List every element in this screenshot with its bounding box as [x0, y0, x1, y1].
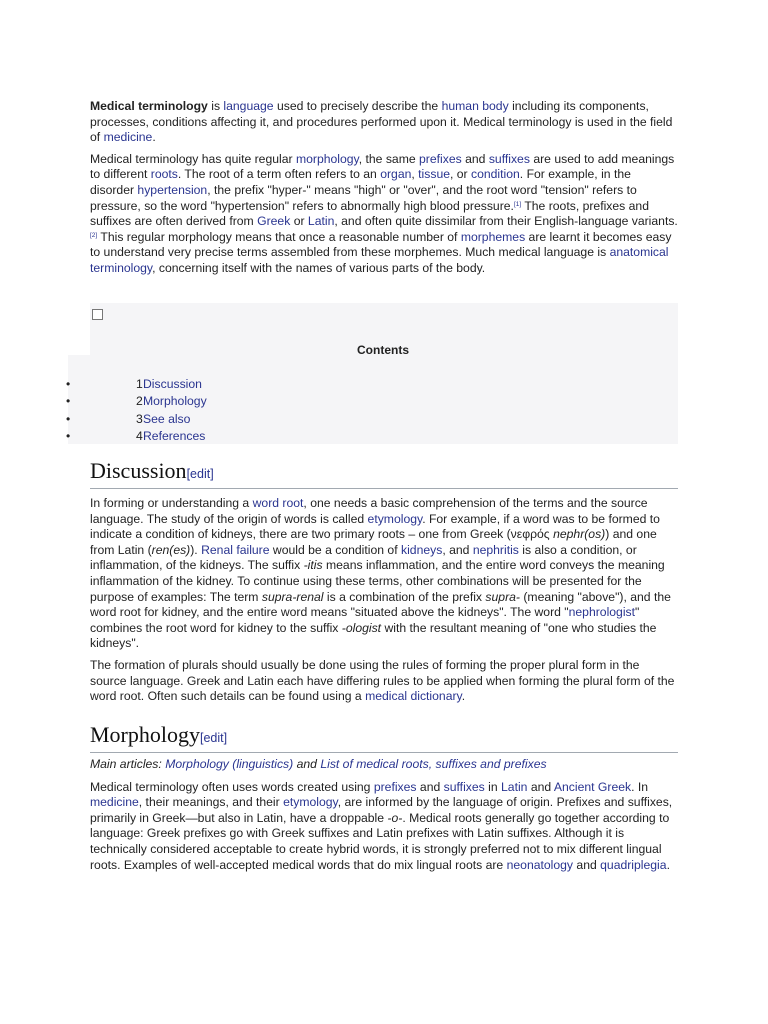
inline-link[interactable]: Latin	[307, 214, 335, 229]
inline-link[interactable]: hypertension	[137, 182, 208, 197]
discussion-paragraph-1	[90, 496, 678, 652]
intro-section	[90, 99, 678, 283]
text-run: -o-	[387, 810, 403, 825]
inline-link[interactable]: nephritis	[472, 542, 519, 557]
discussion-section	[90, 458, 678, 711]
inline-link[interactable]: Latin	[501, 779, 528, 794]
text-run: supra-	[485, 589, 520, 604]
text-run: .	[461, 689, 466, 704]
text-run: Medical terminology often uses words created using	[90, 779, 374, 794]
text-run: ren(es)	[151, 542, 191, 557]
inline-link[interactable]: human body	[441, 99, 509, 113]
inline-link[interactable]: medicine	[90, 795, 139, 810]
text-run: This regular morphology means that once a reasonable number of	[97, 229, 461, 244]
text-run: , concerning itself with the names of various parts of the body.	[152, 260, 486, 275]
text-run: is also a condition, or inflammation, of the kidneys. The suffix	[90, 542, 637, 573]
discussion-heading	[90, 458, 678, 489]
inline-link[interactable]: neonatology	[506, 857, 574, 872]
text-run: ).	[190, 542, 202, 557]
citation-link[interactable]: [1]	[513, 200, 522, 208]
text-run: including its components, processes, conditions affecting it, and procedures performed upon it. Medical terminology is used in the field of	[90, 99, 673, 145]
text-run: , their meanings, and their	[138, 795, 284, 810]
text-run: would be a condition of	[269, 542, 401, 557]
text-run: . For example, if a word was to be formed to indicate a condition of kidneys, there are two primary roots – one from Greek (νεφρός	[90, 511, 660, 542]
inline-link[interactable]: kidneys	[400, 542, 443, 557]
inline-link[interactable]: suffixes	[488, 151, 530, 166]
main-articles-hatnote	[90, 757, 678, 773]
text-run: and	[527, 779, 554, 794]
bullet-icon: •	[66, 411, 71, 426]
text-run: -itis	[303, 558, 323, 573]
inline-link[interactable]: suffixes	[443, 779, 485, 794]
text-run: nephr(os)	[553, 527, 606, 542]
text-run: used to precisely describe the	[273, 99, 442, 113]
morphology-edit-link[interactable]: [edit]	[200, 731, 228, 745]
text-run: ,	[411, 167, 419, 182]
inline-link[interactable]: condition	[471, 167, 520, 182]
inline-link[interactable]: medicine	[103, 130, 153, 145]
toc-item-number: 4	[136, 428, 143, 443]
text-run: (meaning "above"), and the word root for kidney, and the entire word means "situated above the kidneys". The word "	[90, 589, 671, 620]
text-run: are learnt it becomes easy to understand very precise terms assembled from these morphemes. Much medical language is	[90, 229, 672, 260]
text-run: .	[152, 130, 156, 145]
text-run: .	[666, 857, 670, 872]
discussion-heading-text: Discussion	[90, 458, 187, 483]
toc-item-number: 1	[136, 377, 143, 391]
inline-link[interactable]: Renal failure	[201, 542, 270, 557]
text-run: is a combination of the prefix	[323, 589, 486, 604]
toc-link-see-also[interactable]: See also	[143, 411, 191, 426]
text-run: supra-renal	[261, 589, 324, 604]
inline-link[interactable]: List of medical roots, suffixes and prefixes	[320, 757, 547, 771]
text-run: in	[484, 779, 502, 794]
inline-link[interactable]: word root	[252, 496, 304, 510]
text-run: , and often quite dissimilar from their English-language variants.	[334, 214, 678, 229]
inline-link[interactable]: roots	[150, 167, 178, 182]
toc-link-discussion[interactable]: Discussion	[143, 377, 202, 391]
text-run: ) and one from Latin (	[90, 527, 657, 557]
text-run: The roots, prefixes and suffixes are often derived from	[90, 198, 649, 229]
text-run: , and	[442, 542, 473, 557]
intro-paragraph-2	[90, 152, 678, 277]
text-run: and	[293, 757, 321, 771]
bullet-icon: •	[66, 394, 71, 409]
text-run: , are informed by the language of origin. Prefixes and suffixes, primarily in Greek—but also in Latin, have a droppable	[90, 795, 673, 825]
text-run: . The root of a term often refers to an	[177, 167, 381, 182]
morphology-heading-text: Morphology	[90, 722, 200, 747]
inline-link[interactable]: morphology	[295, 151, 359, 166]
toc-link-references[interactable]: References	[143, 428, 206, 443]
inline-link[interactable]: language	[223, 99, 274, 113]
discussion-paragraph-2	[90, 658, 678, 705]
text-run: " combines the root word for kidney to the suffix	[90, 605, 640, 635]
text-run: In forming or understanding a	[90, 496, 253, 510]
text-run: . In	[631, 779, 649, 794]
text-run: and	[573, 857, 601, 872]
toc-toggle-checkbox[interactable]	[92, 309, 103, 320]
inline-link[interactable]: organ	[380, 167, 412, 182]
toc-title: Contents	[357, 343, 409, 357]
bullet-icon: •	[66, 428, 71, 443]
inline-link[interactable]: quadriplegia	[600, 857, 667, 872]
morphology-heading	[90, 722, 678, 753]
inline-link[interactable]: prefixes	[373, 779, 417, 794]
intro-paragraph-1	[90, 99, 678, 146]
text-run: Main articles:	[90, 757, 166, 771]
morphology-section	[90, 722, 678, 879]
text-run: The formation of plurals should usually be done using the rules of forming the proper plural form in the source language. Greek and Latin each have differing rules to be applied when forming the plural form of the word root. Often such details can be found using a	[90, 657, 675, 704]
inline-link[interactable]: tissue	[418, 167, 450, 182]
text-run: , the prefix "hyper-" means "high" or "over", and the root word "tension" refers to pressure, so the word "hypertension" refers to abnormally high blood pressure.	[90, 182, 637, 213]
bullet-icon: •	[66, 377, 71, 391]
inline-link[interactable]: etymology	[367, 511, 423, 526]
toc-item-number: 2	[136, 394, 143, 409]
text-run: Medical terminology	[90, 99, 208, 113]
text-run: , or	[450, 167, 471, 182]
text-run: means inflammation, and the entire word conveys the meaning inflammation of the kidney. To continue using these terms, other combinations will be presented for the purpose of examples: The term	[90, 558, 665, 604]
text-run: -ologist	[341, 620, 382, 635]
text-run: is	[207, 99, 224, 113]
text-run: are used to add meanings to different	[90, 151, 675, 182]
text-run: with the resultant meaning of "one who studies the kidneys".	[90, 620, 657, 651]
text-run: . Medical roots generally go together according to language: Greek prefixes go with Greek suffixes and Latin prefixes with Latin suffixes. Although it is technically considered acceptable to create hybrid words, it is strongly preferred not to mix different lingual roots. Examples of well-accepted medical words that do mix lingual roots are	[90, 810, 670, 872]
inline-link[interactable]: morphemes	[460, 229, 526, 244]
toc-link-morphology[interactable]: Morphology	[143, 394, 207, 409]
inline-link[interactable]: nephrologist	[568, 605, 636, 620]
citation-link[interactable]: [2]	[90, 231, 98, 239]
inline-link[interactable]: Ancient Greek	[553, 779, 632, 794]
inline-link[interactable]: Greek	[257, 214, 291, 229]
toc-item-number: 3	[136, 411, 143, 426]
text-run: , one needs a basic comprehension of the terms and the source language. The study of the origin of words is called	[90, 496, 648, 526]
text-run: Medical terminology has quite regular	[90, 151, 296, 166]
inline-link[interactable]: Morphology (linguistics)	[165, 757, 294, 771]
morphology-paragraph-1	[90, 780, 678, 874]
inline-link[interactable]: prefixes	[419, 151, 462, 166]
inline-link[interactable]: anatomical terminology	[90, 245, 669, 275]
inline-link[interactable]: etymology	[283, 795, 338, 810]
inline-link[interactable]: medical dictionary	[365, 689, 462, 704]
text-run: , the same	[358, 151, 420, 166]
text-run: and	[416, 779, 444, 794]
text-run: . For example, in the disorder	[90, 167, 631, 197]
text-run: or	[290, 214, 308, 229]
text-run: and	[461, 151, 489, 166]
discussion-edit-link[interactable]: [edit]	[186, 467, 214, 481]
